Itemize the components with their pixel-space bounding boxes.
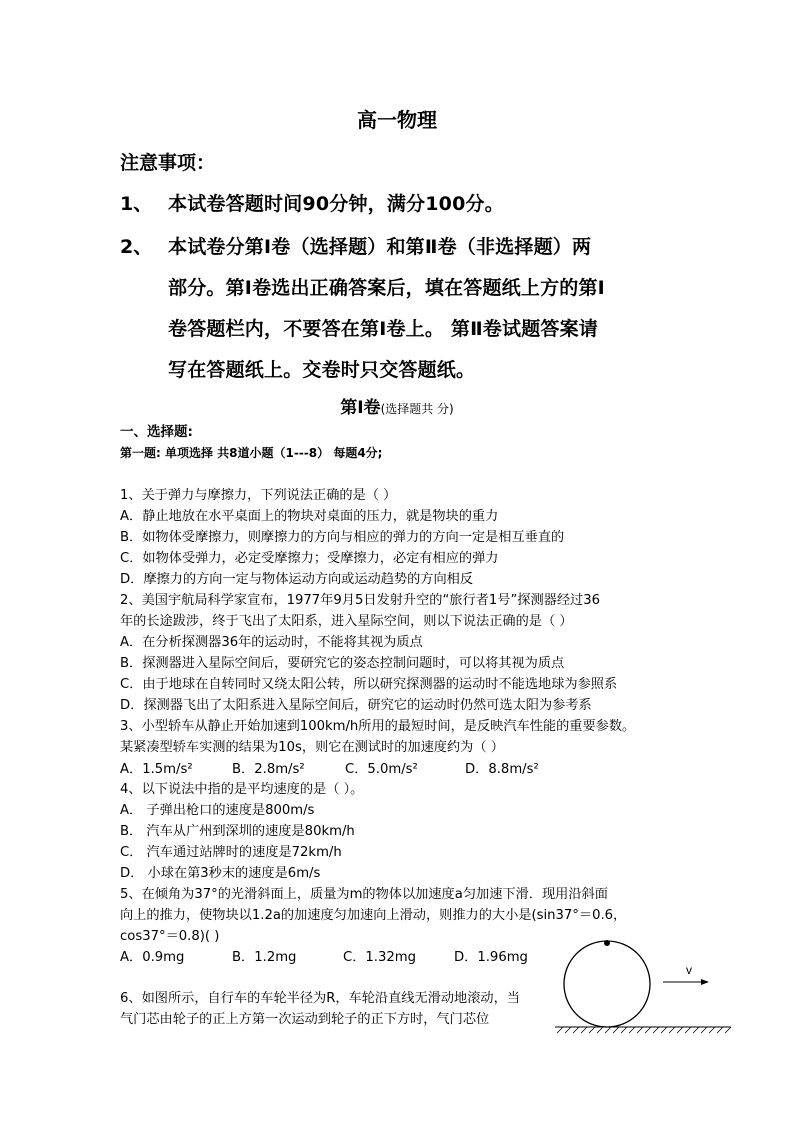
velocity-label: v	[686, 963, 692, 977]
question-stem: 6、如图所示，自行车的车轮半径为R，车轮沿直线无滑动地滚动，当	[120, 991, 520, 1006]
question-option: A．静止地放在水平桌面上的物块对桌面的压力，就是物块的重力	[120, 509, 499, 524]
question-option: D．8.8m/s²	[465, 762, 539, 777]
section-title-note: (选择题共 分)	[380, 402, 454, 416]
question-option: A．在分析探测器36年的运动时，不能将其视为质点	[120, 635, 423, 650]
question-stem: 某紧凑型轿车实测的结果为10s，则它在测试时的加速度约为（ ）	[120, 740, 504, 755]
question-option: C．由于地球在自转同时又绕太阳公转，所以研究探测器的运动时不能选地球为参照系	[120, 677, 618, 692]
section-title-text: 第Ⅰ卷	[340, 398, 381, 418]
question-option: C． 汽车通过站牌时的速度是72km/h	[120, 845, 342, 860]
question-option: A．1.5m/s²	[120, 762, 193, 777]
notice-item-line: 本试卷分第Ⅰ卷（选择题）和第Ⅱ卷（非选择题）两	[168, 236, 592, 258]
question-stem: 气门芯由轮子的正上方第一次运动到轮子的正下方时，气门芯位	[120, 1012, 490, 1027]
question-option: B．如物体受摩擦力，则摩擦力的方向与相应的弹力的方向一定是相互垂直的	[120, 530, 565, 545]
question-stem: 年的长途跋涉，终于飞出了太阳系，进入星际空间，则以下说法正确的是（ ）	[120, 614, 573, 629]
wheel-circle	[564, 941, 650, 1027]
question-option: B．1.2mg	[232, 950, 297, 965]
notice-item-line: 写在答题纸上。交卷时只交答题纸。	[168, 359, 476, 381]
question-option: D．1.96mg	[454, 950, 528, 965]
arrow-head-icon	[701, 979, 709, 985]
question-option: C．5.0m/s²	[345, 762, 418, 777]
page-title: 高一物理	[357, 108, 437, 132]
question-stem: 4、以下说法中指的是平均速度的是（ ）。	[120, 782, 364, 797]
question-option: A．0.9mg	[120, 950, 185, 965]
question-option: D．探测器飞出了太阳系进入星际空间后，研究它的运动时仍然可选太阳为参考系	[120, 698, 592, 713]
question-option: D．摩擦力的方向一定与物体运动方向或运动趋势的方向相反	[120, 572, 474, 587]
part-rule: 第一题: 单项选择 共8道小题（1---8） 每题4分;	[120, 446, 383, 460]
notice-item-number: 2、	[120, 236, 153, 258]
question-stem: 1、关于弹力与摩擦力，下列说法正确的是（ ）	[120, 488, 397, 503]
section-title	[0, 393, 794, 418]
notice-item-line: 卷答题栏内，不要答在第Ⅰ卷上。 第Ⅱ卷试题答案请	[168, 318, 599, 340]
notice-item-line: 部分。第Ⅰ卷选出正确答案后，填在答题纸上方的第Ⅰ	[168, 277, 605, 299]
question-option: B．探测器进入星际空间后，要研究它的姿态控制问题时，可以将其视为质点	[120, 656, 565, 671]
notice-item-line: 本试卷答题时间90分钟，满分100分。	[168, 193, 504, 215]
question-option: A． 子弹出枪口的速度是800m/s	[120, 803, 315, 818]
question-stem: 2、美国宇航局科学家宣布，1977年9月5日发射升空的“旅行者1号”探测器经过36	[120, 593, 601, 608]
question-stem: 3、小型轿车从静止开始加速到100km/h所用的最短时间，是反映汽车性能的重要参数。	[120, 719, 636, 734]
question-stem: cos37°＝0.8)( )	[120, 929, 220, 944]
notice-item-number: 1、	[120, 193, 153, 215]
wheel-figure	[553, 936, 753, 1036]
question-option: C．1.32mg	[343, 950, 416, 965]
question-option: B．2.8m/s²	[232, 762, 305, 777]
question-stem: 5、在倾角为37°的光滑斜面上，质量为m的物体以加速度a匀加速下滑．现用沿斜面	[120, 887, 608, 902]
question-option: D． 小球在第3秒末的速度是6m/s	[120, 866, 321, 881]
ground-hatching	[557, 1027, 731, 1033]
question-option: C．如物体受弹力，必定受摩擦力；受摩擦力，必定有相应的弹力	[120, 551, 499, 566]
part-heading: 一、选择题:	[120, 424, 193, 440]
valve-dot	[604, 940, 610, 946]
notice-heading: 注意事项：	[120, 152, 216, 174]
question-option: B． 汽车从广州到深圳的速度是80km/h	[120, 824, 355, 839]
question-stem: 向上的推力，使物块以1.2a的加速度匀加速向上滑动，则推力的大小是(sin37°＝0.6，	[120, 908, 627, 923]
